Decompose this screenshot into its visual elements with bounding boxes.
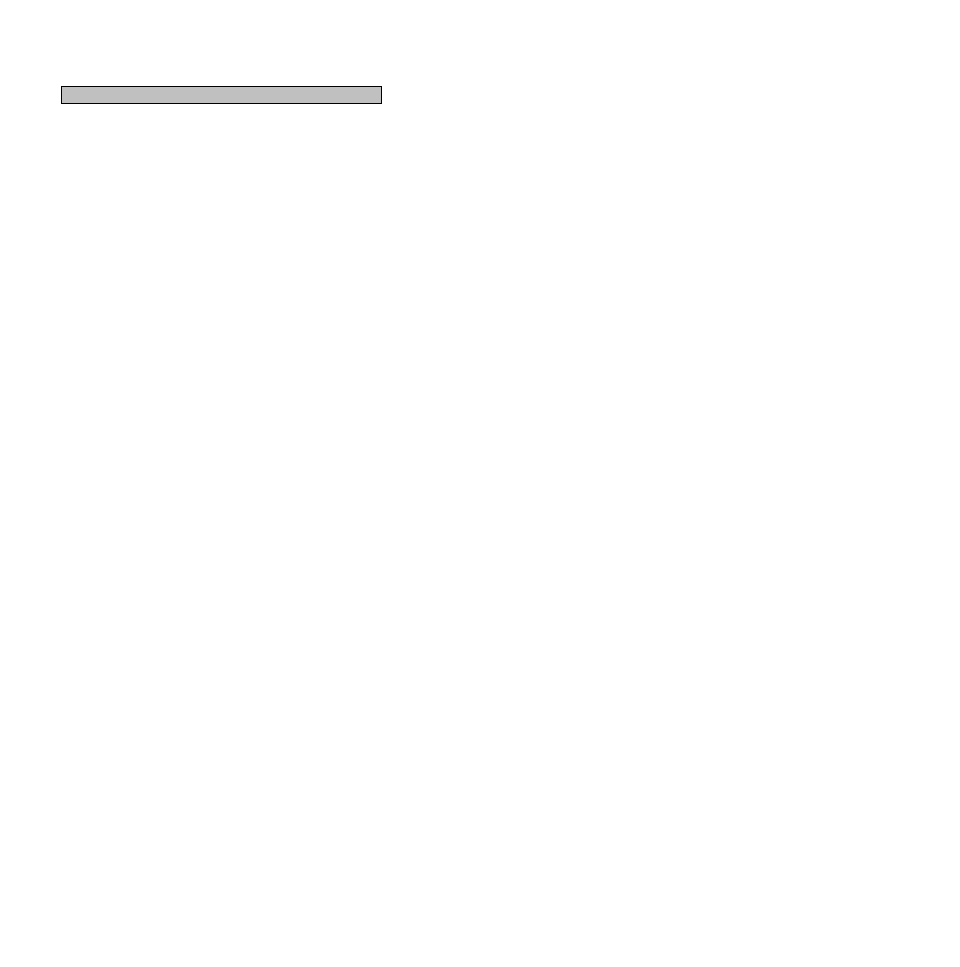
section-title bbox=[61, 86, 382, 104]
